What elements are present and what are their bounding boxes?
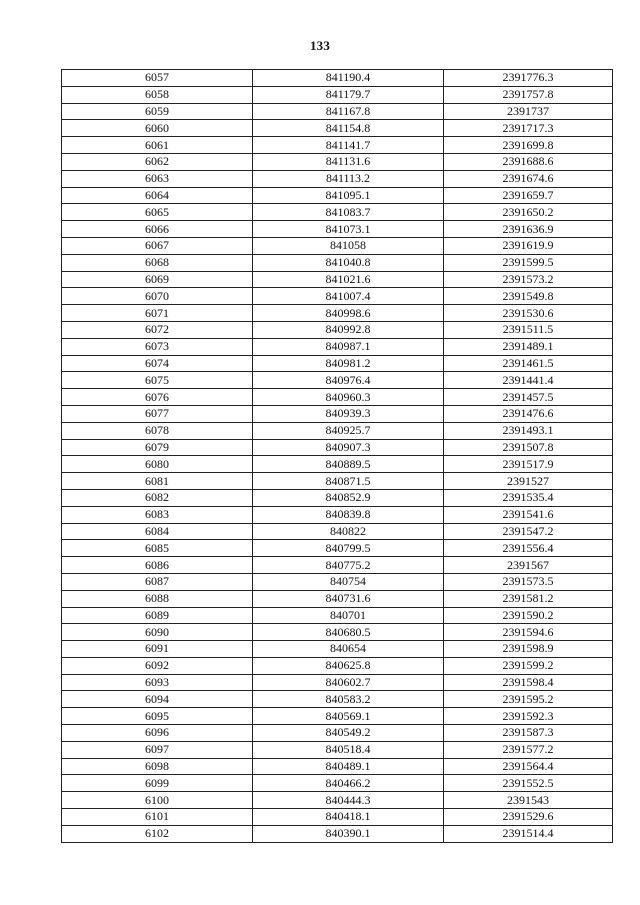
y-coordinate-cell: 2391493.1: [444, 422, 613, 439]
y-coordinate-cell: 2391592.3: [444, 708, 613, 725]
point-number-cell: 6088: [62, 590, 253, 607]
y-coordinate-cell: 2391717.3: [444, 120, 613, 137]
y-coordinate-cell: 2391543: [444, 792, 613, 809]
y-coordinate-cell: 2391552.5: [444, 775, 613, 792]
x-coordinate-cell: 840444.3: [253, 792, 444, 809]
point-number-cell: 6077: [62, 405, 253, 422]
x-coordinate-cell: 841131.6: [253, 153, 444, 170]
y-coordinate-cell: 2391619.9: [444, 237, 613, 254]
x-coordinate-cell: 840998.6: [253, 305, 444, 322]
point-number-cell: 6083: [62, 506, 253, 523]
x-coordinate-cell: 841154.8: [253, 120, 444, 137]
point-number-cell: 6081: [62, 473, 253, 490]
y-coordinate-cell: 2391461.5: [444, 355, 613, 372]
point-number-cell: 6065: [62, 204, 253, 221]
x-coordinate-cell: 841040.8: [253, 254, 444, 271]
point-number-cell: 6070: [62, 288, 253, 305]
point-number-cell: 6094: [62, 691, 253, 708]
point-number-cell: 6089: [62, 607, 253, 624]
point-number-cell: 6087: [62, 573, 253, 590]
point-number-cell: 6059: [62, 103, 253, 120]
table-row: [62, 557, 613, 574]
y-coordinate-cell: 2391598.9: [444, 641, 613, 658]
table-row: [62, 506, 613, 523]
coordinates-table: [61, 69, 613, 843]
x-coordinate-cell: 840701: [253, 607, 444, 624]
x-coordinate-cell: 840799.5: [253, 540, 444, 557]
x-coordinate-cell: 840907.3: [253, 439, 444, 456]
y-coordinate-cell: 2391699.8: [444, 137, 613, 154]
point-number-cell: 6074: [62, 355, 253, 372]
y-coordinate-cell: 2391757.8: [444, 86, 613, 103]
table-row: [62, 422, 613, 439]
y-coordinate-cell: 2391590.2: [444, 607, 613, 624]
table-row: [62, 405, 613, 422]
table-row: [62, 741, 613, 758]
table-row: [62, 775, 613, 792]
y-coordinate-cell: 2391599.2: [444, 657, 613, 674]
x-coordinate-cell: 840960.3: [253, 389, 444, 406]
point-number-cell: 6058: [62, 86, 253, 103]
x-coordinate-cell: 841167.8: [253, 103, 444, 120]
table-row: [62, 607, 613, 624]
y-coordinate-cell: 2391556.4: [444, 540, 613, 557]
table-row: [62, 187, 613, 204]
table-row: [62, 221, 613, 238]
x-coordinate-cell: 840625.8: [253, 657, 444, 674]
table-row: [62, 657, 613, 674]
x-coordinate-cell: 840602.7: [253, 674, 444, 691]
y-coordinate-cell: 2391564.4: [444, 758, 613, 775]
y-coordinate-cell: 2391595.2: [444, 691, 613, 708]
point-number-cell: 6092: [62, 657, 253, 674]
table-row: [62, 825, 613, 842]
point-number-cell: 6076: [62, 389, 253, 406]
x-coordinate-cell: 840987.1: [253, 338, 444, 355]
point-number-cell: 6093: [62, 674, 253, 691]
table-row: [62, 708, 613, 725]
point-number-cell: 6057: [62, 70, 253, 87]
y-coordinate-cell: 2391650.2: [444, 204, 613, 221]
point-number-cell: 6090: [62, 624, 253, 641]
y-coordinate-cell: 2391514.4: [444, 825, 613, 842]
table-row: [62, 624, 613, 641]
y-coordinate-cell: 2391573.5: [444, 573, 613, 590]
point-number-cell: 6071: [62, 305, 253, 322]
table-row: [62, 573, 613, 590]
table-row: [62, 372, 613, 389]
point-number-cell: 6098: [62, 758, 253, 775]
table-row: [62, 523, 613, 540]
table-row: [62, 120, 613, 137]
y-coordinate-cell: 2391599.5: [444, 254, 613, 271]
point-number-cell: 6066: [62, 221, 253, 238]
table-row: [62, 355, 613, 372]
y-coordinate-cell: 2391529.6: [444, 809, 613, 826]
table-row: [62, 809, 613, 826]
point-number-cell: 6072: [62, 321, 253, 338]
table-row: [62, 389, 613, 406]
table-row: [62, 725, 613, 742]
y-coordinate-cell: 2391594.6: [444, 624, 613, 641]
y-coordinate-cell: 2391527: [444, 473, 613, 490]
x-coordinate-cell: 841095.1: [253, 187, 444, 204]
point-number-cell: 6102: [62, 825, 253, 842]
table-row: [62, 254, 613, 271]
x-coordinate-cell: 840754: [253, 573, 444, 590]
table-row: [62, 641, 613, 658]
y-coordinate-cell: 2391659.7: [444, 187, 613, 204]
point-number-cell: 6097: [62, 741, 253, 758]
x-coordinate-cell: 841058: [253, 237, 444, 254]
table-row: [62, 204, 613, 221]
y-coordinate-cell: 2391541.6: [444, 506, 613, 523]
table-row: [62, 137, 613, 154]
coordinates-table-body: [62, 70, 613, 843]
y-coordinate-cell: 2391457.5: [444, 389, 613, 406]
x-coordinate-cell: 841021.6: [253, 271, 444, 288]
x-coordinate-cell: 840569.1: [253, 708, 444, 725]
x-coordinate-cell: 841083.7: [253, 204, 444, 221]
point-number-cell: 6095: [62, 708, 253, 725]
x-coordinate-cell: 840654: [253, 641, 444, 658]
x-coordinate-cell: 840976.4: [253, 372, 444, 389]
point-number-cell: 6080: [62, 456, 253, 473]
y-coordinate-cell: 2391737: [444, 103, 613, 120]
point-number-cell: 6064: [62, 187, 253, 204]
y-coordinate-cell: 2391598.4: [444, 674, 613, 691]
x-coordinate-cell: 840925.7: [253, 422, 444, 439]
x-coordinate-cell: 840775.2: [253, 557, 444, 574]
x-coordinate-cell: 840418.1: [253, 809, 444, 826]
y-coordinate-cell: 2391581.2: [444, 590, 613, 607]
point-number-cell: 6078: [62, 422, 253, 439]
table-row: [62, 153, 613, 170]
y-coordinate-cell: 2391547.2: [444, 523, 613, 540]
x-coordinate-cell: 840939.3: [253, 405, 444, 422]
table-row: [62, 674, 613, 691]
table-row: [62, 305, 613, 322]
y-coordinate-cell: 2391567: [444, 557, 613, 574]
table-row: [62, 70, 613, 87]
point-number-cell: 6069: [62, 271, 253, 288]
y-coordinate-cell: 2391507.8: [444, 439, 613, 456]
point-number-cell: 6086: [62, 557, 253, 574]
x-coordinate-cell: 841073.1: [253, 221, 444, 238]
point-number-cell: 6061: [62, 137, 253, 154]
y-coordinate-cell: 2391441.4: [444, 372, 613, 389]
point-number-cell: 6075: [62, 372, 253, 389]
x-coordinate-cell: 840680.5: [253, 624, 444, 641]
x-coordinate-cell: 840466.2: [253, 775, 444, 792]
x-coordinate-cell: 840871.5: [253, 473, 444, 490]
y-coordinate-cell: 2391549.8: [444, 288, 613, 305]
y-coordinate-cell: 2391573.2: [444, 271, 613, 288]
table-row: [62, 758, 613, 775]
x-coordinate-cell: 841113.2: [253, 170, 444, 187]
y-coordinate-cell: 2391489.1: [444, 338, 613, 355]
y-coordinate-cell: 2391511.5: [444, 321, 613, 338]
table-row: [62, 473, 613, 490]
y-coordinate-cell: 2391530.6: [444, 305, 613, 322]
y-coordinate-cell: 2391577.2: [444, 741, 613, 758]
table-row: [62, 170, 613, 187]
x-coordinate-cell: 841141.7: [253, 137, 444, 154]
point-number-cell: 6063: [62, 170, 253, 187]
table-row: [62, 792, 613, 809]
x-coordinate-cell: 840390.1: [253, 825, 444, 842]
table-row: [62, 439, 613, 456]
table-row: [62, 288, 613, 305]
table-row: [62, 103, 613, 120]
x-coordinate-cell: 840852.9: [253, 489, 444, 506]
x-coordinate-cell: 840839.8: [253, 506, 444, 523]
point-number-cell: 6096: [62, 725, 253, 742]
y-coordinate-cell: 2391636.9: [444, 221, 613, 238]
point-number-cell: 6084: [62, 523, 253, 540]
y-coordinate-cell: 2391535.4: [444, 489, 613, 506]
table-row: [62, 691, 613, 708]
y-coordinate-cell: 2391476.6: [444, 405, 613, 422]
point-number-cell: 6091: [62, 641, 253, 658]
table-row: [62, 321, 613, 338]
point-number-cell: 6068: [62, 254, 253, 271]
y-coordinate-cell: 2391587.3: [444, 725, 613, 742]
point-number-cell: 6099: [62, 775, 253, 792]
y-coordinate-cell: 2391776.3: [444, 70, 613, 87]
table-row: [62, 86, 613, 103]
point-number-cell: 6082: [62, 489, 253, 506]
y-coordinate-cell: 2391674.6: [444, 170, 613, 187]
point-number-cell: 6101: [62, 809, 253, 826]
x-coordinate-cell: 840489.1: [253, 758, 444, 775]
page-number: 133: [309, 38, 331, 53]
table-row: [62, 456, 613, 473]
point-number-cell: 6060: [62, 120, 253, 137]
point-number-cell: 6067: [62, 237, 253, 254]
x-coordinate-cell: 841007.4: [253, 288, 444, 305]
x-coordinate-cell: 840518.4: [253, 741, 444, 758]
table-row: [62, 271, 613, 288]
table-row: [62, 489, 613, 506]
point-number-cell: 6100: [62, 792, 253, 809]
x-coordinate-cell: 840731.6: [253, 590, 444, 607]
x-coordinate-cell: 840583.2: [253, 691, 444, 708]
x-coordinate-cell: 840981.2: [253, 355, 444, 372]
table-row: [62, 338, 613, 355]
x-coordinate-cell: 840822: [253, 523, 444, 540]
point-number-cell: 6062: [62, 153, 253, 170]
x-coordinate-cell: 840549.2: [253, 725, 444, 742]
table-row: [62, 237, 613, 254]
x-coordinate-cell: 840889.5: [253, 456, 444, 473]
point-number-cell: 6073: [62, 338, 253, 355]
y-coordinate-cell: 2391688.6: [444, 153, 613, 170]
x-coordinate-cell: 840992.8: [253, 321, 444, 338]
table-row: [62, 590, 613, 607]
x-coordinate-cell: 841179.7: [253, 86, 444, 103]
point-number-cell: 6085: [62, 540, 253, 557]
table-row: [62, 540, 613, 557]
x-coordinate-cell: 841190.4: [253, 70, 444, 87]
point-number-cell: 6079: [62, 439, 253, 456]
y-coordinate-cell: 2391517.9: [444, 456, 613, 473]
